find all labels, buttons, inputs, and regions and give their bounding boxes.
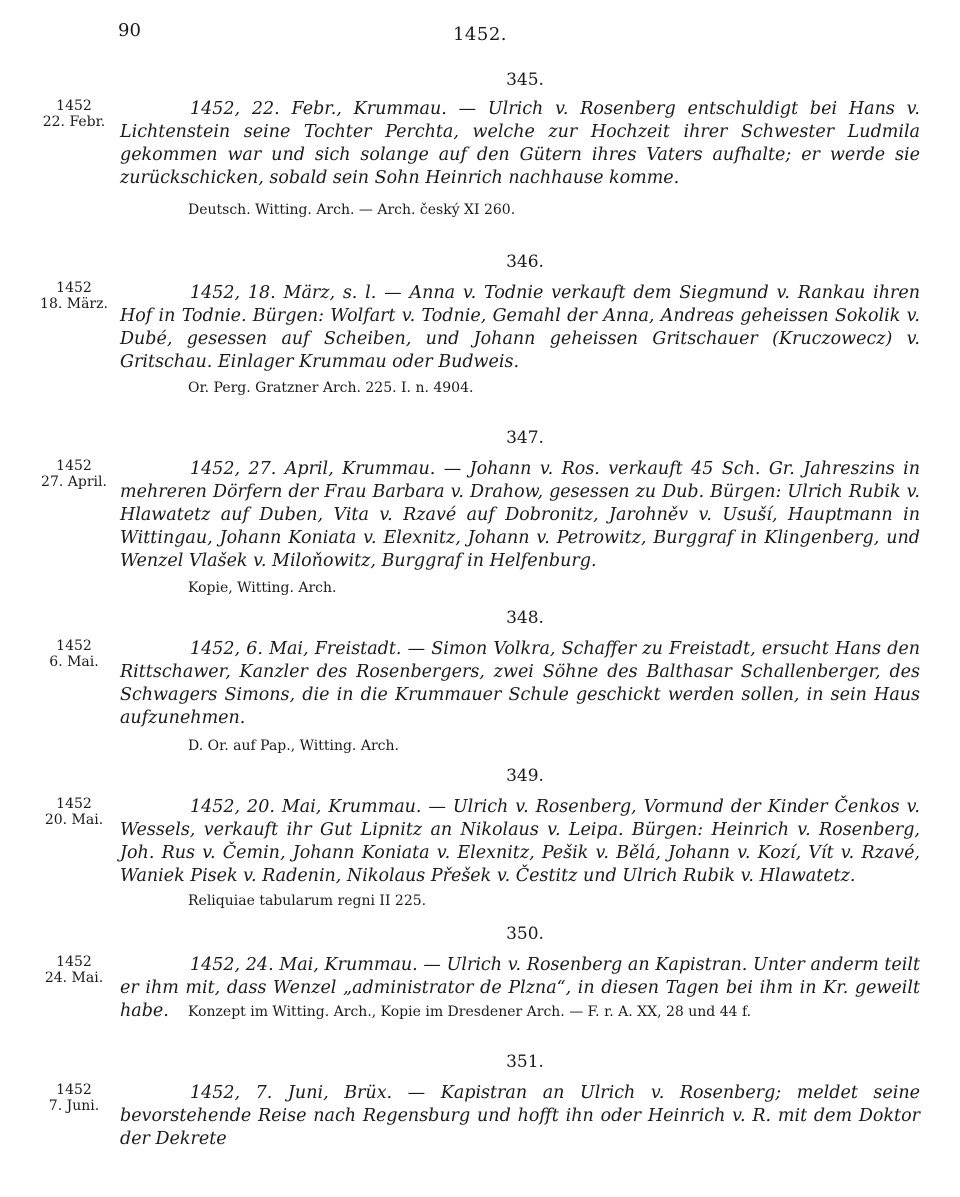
margin-day: 20. Mai. [44, 812, 104, 828]
entry-text: 1452, 7. Juni, Brüx. — Kapistran an Ulrich v. Rosenberg; meldet seine bevorstehende Reise nach Regensburg und hofft ihn oder Heinrich v. R. mit dem Doktor der Dekrete [120, 1083, 920, 1149]
margin-day: 18. März. [40, 296, 108, 312]
margin-date [34, 954, 114, 986]
margin-year: 1452 [56, 638, 92, 654]
margin-date [34, 98, 114, 130]
entry-text: 1452, 27. April, Krummau. — Johann v. Ros. verkauft 45 Sch. Gr. Jahreszins in mehreren Dörfern der Frau Barbara v. Drahow, gesessen zu Dub. Bürgen: Ulrich Rubik v. Hlawatetz auf Duben, Vita v. Rzavé auf Dobronitz, Jarohněv v. Usuší, Hauptmann in Wittingau, Johann Koniata v. Elexnitz, Johann v. Petrowitz, Burggraf in Klingenberg, und Wenzel Vlašek v. Miloňowitz, Burggraf in Helfenburg. [120, 459, 920, 571]
entry-number: 349. [506, 766, 544, 786]
entry-number: 347. [506, 428, 544, 448]
page-number: 90 [118, 20, 141, 41]
entry-text: 1452, 24. Mai, Krummau. — Ulrich v. Rosenberg an Kapistran. Unter anderm teilt er ihm mit, dass Wenzel „administrator de Plzna“, in diesen Tagen bei ihm in Kr. geweilt habe. [120, 955, 920, 1021]
margin-year: 1452 [56, 98, 92, 114]
entry-number: 345. [506, 70, 544, 90]
margin-date [34, 796, 114, 828]
margin-year: 1452 [56, 954, 92, 970]
entry-source: Or. Perg. Gratzner Arch. 225. I. n. 4904. [188, 380, 474, 396]
margin-year: 1452 [56, 280, 92, 296]
entry-source: Konzept im Witting. Arch., Kopie im Dresdener Arch. — F. r. A. XX, 28 und 44 f. [188, 1004, 752, 1020]
entry-number: 350. [506, 924, 544, 944]
margin-day: 7. Juni. [48, 1098, 100, 1114]
entry-source: Reliquiae tabularum regni II 225. [188, 893, 427, 909]
margin-date [34, 280, 114, 312]
entry-number: 346. [506, 252, 544, 272]
entry-text: 1452, 20. Mai, Krummau. — Ulrich v. Rosenberg, Vormund der Kinder Čenkos v. Wessels, verkauft ihr Gut Lipnitz an Nikolaus v. Leipa. Bürgen: Heinrich v. Rosenberg, Joh. Rus v. Čemin, Johann Koniata v. Elexnitz, Pešik v. Bělá, Johann v. Kozí, Vít v. Rzavé, Waniek Pisek v. Radenin, Nikolaus Přešek v. Čestitz und Ulrich Rubik v. Hlawatetz. [120, 797, 920, 886]
margin-day: 27. April. [41, 474, 107, 490]
entry-number: 351. [506, 1052, 544, 1072]
running-head-year: 1452. [452, 24, 508, 45]
margin-day: 24. Mai. [44, 970, 104, 986]
entry-source: Kopie, Witting. Arch. [188, 580, 337, 596]
margin-year: 1452 [56, 796, 92, 812]
margin-year: 1452 [56, 1082, 92, 1098]
margin-date [34, 638, 114, 670]
margin-day: 6. Mai. [49, 654, 99, 670]
margin-day: 22. Febr. [42, 114, 106, 130]
entry-text: 1452, 18. März, s. l. — Anna v. Todnie verkauft dem Siegmund v. Rankau ihren Hof in Todnie. Bürgen: Wolfart v. Todnie, Gemahl der Anna, Andreas geheissen Sokolik v. Dubé, gesessen auf Scheiben, und Johann geheissen Gritschauer (Kruczowecz) v. Gritschau. Einlager Krummau oder Budweis. [120, 283, 920, 372]
entry-number: 348. [506, 608, 544, 628]
entry-source: D. Or. auf Pap., Witting. Arch. [188, 738, 399, 754]
entry-text: 1452, 6. Mai, Freistadt. — Simon Volkra, Schaffer zu Freistadt, ersucht Hans den Rittschawer, Kanzler des Rosenbergers, zwei Söhne des Balthasar Schallenberger, des Schwagers Simons, die in die Krummauer Schule geschickt werden sollen, in sein Haus aufzunehmen. [120, 639, 920, 728]
entry-source: Deutsch. Witting. Arch. — Arch. český XI 260. [188, 202, 516, 218]
margin-date [34, 1082, 114, 1114]
margin-date [34, 458, 114, 490]
margin-year: 1452 [56, 458, 92, 474]
entry-text: 1452, 22. Febr., Krummau. — Ulrich v. Rosenberg entschuldigt bei Hans v. Lichtenstein seine Tochter Perchta, welche zur Hochzeit ihrer Schwester Ludmila gekommen war und sich solange auf den Gütern ihres Vaters aufhalte; er werde sie zurückschicken, sobald sein Sohn Heinrich nachhause komme. [120, 99, 920, 188]
